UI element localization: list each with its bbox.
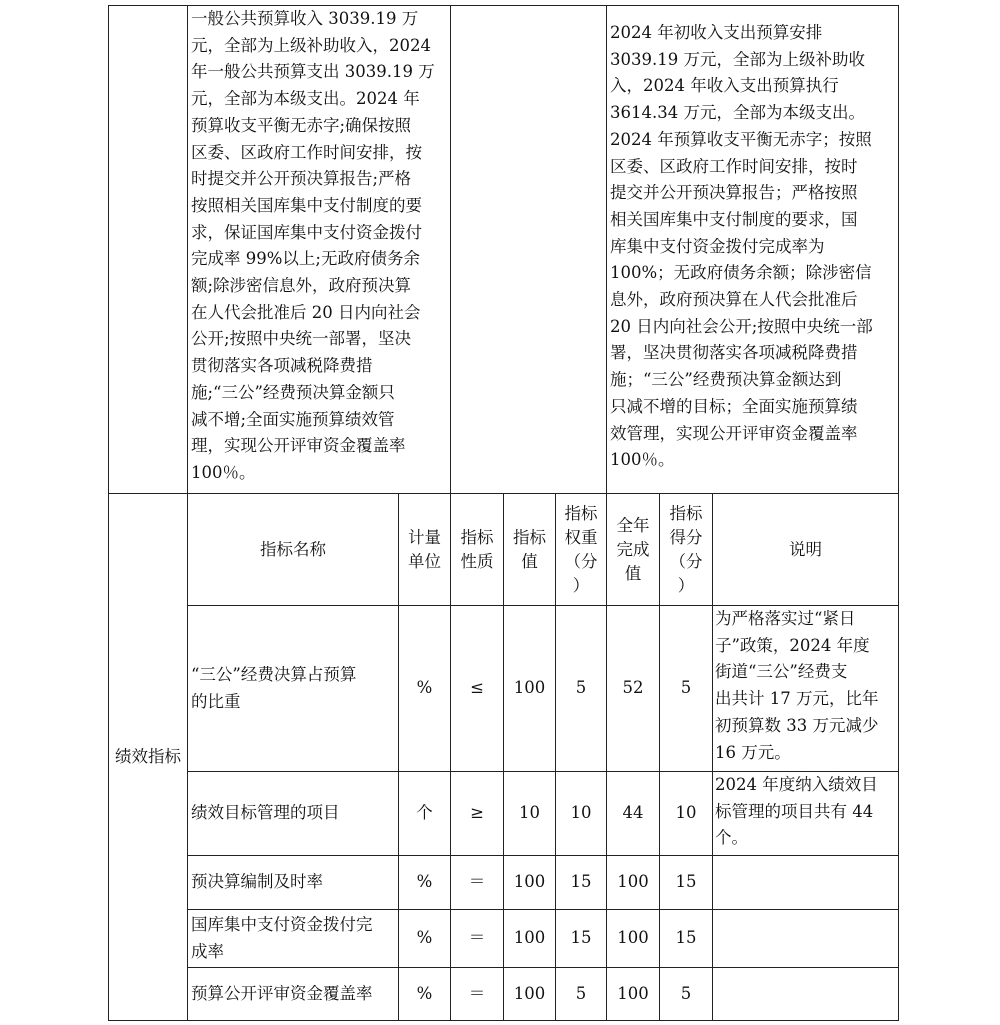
row-score: 5 bbox=[680, 678, 692, 698]
header-nature: 指标 性质 bbox=[460, 527, 494, 571]
row-value: 100 bbox=[513, 983, 546, 1003]
row-nature: ≥ bbox=[470, 803, 484, 823]
result-text: 2024 年初收入支出预算安排 3039.19 万元，全部为上级补助收 入，2024 年收入支出预算执行 3614.34 万元，全部为本级支出。 2024 年预算收支平衡无赤字；按照 区委、区政府工作时间安排，按时 提交并公开预决算报告；严格按照 相关国库集中支付制度的要求，国 库集中支付资金拨付完成率为 100%；无政府债务余额；除涉密信 息外，政府预决算在人代会批准后 20 日内向社会公开;按照中央统一部 署，坚决贯彻落实各项减税降费措 施；“三公”经费预决算金额达到 只减不增的目标；全面实施预算绩 效管理，实现公开评审资金覆盖率 100％。 bbox=[610, 23, 873, 470]
row-done: 52 bbox=[622, 678, 644, 698]
header-done: 全年 完成 值 bbox=[616, 515, 650, 583]
row-name: 预决算编制及时率 bbox=[191, 872, 323, 892]
header-value: 指标 值 bbox=[513, 527, 546, 571]
row-score: 15 bbox=[675, 928, 697, 948]
header-name: 指标名称 bbox=[260, 539, 326, 559]
row-done: 44 bbox=[622, 803, 644, 823]
row-done: 100 bbox=[617, 872, 649, 892]
row-weight: 5 bbox=[575, 678, 587, 698]
row-value: 10 bbox=[519, 803, 540, 823]
header-unit: 计量 单位 bbox=[408, 527, 441, 571]
row-nature: ≤ bbox=[470, 678, 484, 698]
row-weight: 15 bbox=[570, 928, 592, 948]
row-score: 15 bbox=[675, 872, 697, 892]
row-weight: 10 bbox=[570, 803, 592, 823]
row-weight: 15 bbox=[570, 872, 592, 892]
row-name: 预算公开评审资金覆盖率 bbox=[191, 983, 373, 1003]
row-unit: % bbox=[416, 872, 433, 892]
grid-line bbox=[898, 5, 899, 1021]
row-done: 100 bbox=[617, 983, 649, 1003]
row-unit: % bbox=[416, 678, 433, 698]
row-name: 国库集中支付资金拨付完 成率 bbox=[191, 914, 373, 961]
row-value: 100 bbox=[513, 872, 546, 892]
row-value: 100 bbox=[513, 928, 546, 948]
row-unit: 个 bbox=[416, 803, 433, 823]
header-weight: 指标 权重 （分 ） bbox=[564, 503, 598, 595]
row-score: 10 bbox=[675, 803, 697, 823]
section-label: 绩效指标 bbox=[115, 746, 181, 766]
row-name: 绩效目标管理的项目 bbox=[191, 803, 340, 823]
row-unit: % bbox=[416, 928, 433, 948]
row-score: 5 bbox=[680, 983, 692, 1003]
row-unit: % bbox=[416, 983, 433, 1003]
row-value: 100 bbox=[513, 678, 546, 698]
row-done: 100 bbox=[617, 928, 649, 948]
row-note: 2024 年度纳入绩效目 标管理的项目共有 44 个。 bbox=[715, 775, 878, 848]
row-nature: ＝ bbox=[468, 928, 486, 948]
header-note: 说明 bbox=[789, 539, 822, 559]
row-nature: ＝ bbox=[468, 872, 486, 892]
row-nature: ＝ bbox=[468, 983, 486, 1003]
row-note: 为严格落实过“紧日 子”政策，2024 年度 街道“三公”经费支 出共计 17 万元，比年 初预算数 33 万元减少 16 万元。 bbox=[715, 609, 879, 762]
target-text: 一般公共预算收入 3039.19 万 元，全部为上级补助收入，2024 年一般公共预算支出 3039.19 万 元，全部为本级支出。2024 年 预算收支平衡无赤字;确保按照 区委、区政府工作时间安排，按 时提交并公开预决算报告;严格 按照相关国库集中支付制度的要 求，保证国库集中支付资金拨付 完成率 99%以上;无政府债务余 额;除涉密信息外，政府预决算 在人代会批准后 20 日内向社会 公开;按照中央统一部署，坚决 贯彻落实各项减税降费措 施;“三公”经费预决算金额只 减不增;全面实施预算绩效管 理，实现公开评审资金覆盖率 100％。 bbox=[191, 9, 435, 482]
row-weight: 5 bbox=[575, 983, 587, 1003]
header-score: 指标 得分 （分 ） bbox=[669, 503, 703, 595]
row-name: “三公”经费决算占预算 的比重 bbox=[191, 664, 357, 711]
